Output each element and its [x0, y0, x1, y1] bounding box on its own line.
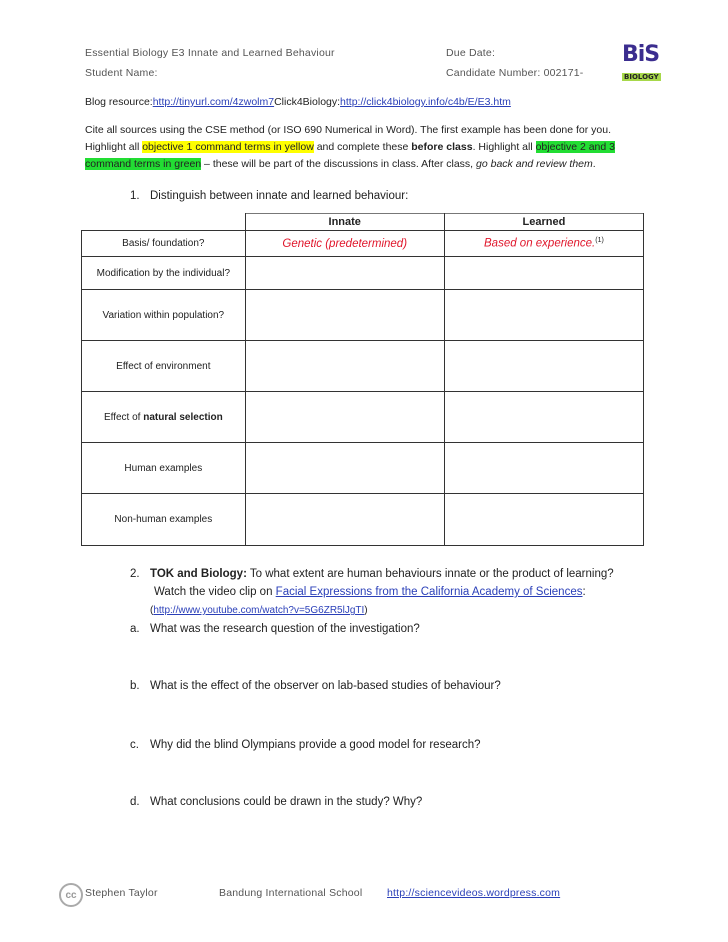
- highlight-instruction-1: [85, 141, 615, 153]
- table-row: [82, 290, 644, 341]
- learned-answer: Based on experience.: [484, 237, 596, 250]
- row-label: Variation within population?: [82, 290, 246, 341]
- blog-label: Blog resource:: [85, 96, 153, 108]
- instr-text-b: and complete these: [313, 141, 412, 153]
- innate-answer: Genetic (predetermined): [282, 237, 408, 250]
- row-label-pre: Effect of: [103, 411, 144, 423]
- creative-commons-icon: cc: [59, 883, 83, 907]
- learned-cell[interactable]: [444, 392, 643, 443]
- colon-text: :: [582, 586, 586, 598]
- innate-cell[interactable]: [245, 257, 444, 290]
- footer-school: Bandung International School: [219, 887, 363, 899]
- table-row: [82, 443, 644, 494]
- innate-header: Innate: [245, 214, 444, 231]
- review-text: go back and review them: [476, 158, 593, 170]
- behaviour-table: [81, 213, 644, 546]
- blog-resource-line: [85, 96, 511, 108]
- q2-question: To what extent are human behaviours innate or the product of learning?: [246, 568, 614, 580]
- youtube-line: [150, 605, 368, 616]
- paren-open: (: [150, 605, 154, 616]
- learned-cell[interactable]: [444, 257, 643, 290]
- q2-text: [150, 568, 614, 580]
- q2a-text: What was the research question of the investigation?: [150, 623, 420, 635]
- bis-biology-logo: [622, 44, 672, 82]
- q2-number: 2.: [130, 568, 140, 580]
- watch-line: [154, 586, 586, 598]
- innate-cell[interactable]: [245, 290, 444, 341]
- learned-cell[interactable]: [444, 341, 643, 392]
- logo-subtext: BIOLOGY: [624, 73, 659, 81]
- document-title: Essential Biology E3 Innate and Learned Behaviour: [85, 47, 335, 59]
- before-class-text: before class: [411, 141, 473, 153]
- instr-text-a: Highlight all: [85, 141, 143, 153]
- table-row: [82, 231, 644, 257]
- logo-text: BiS: [622, 42, 660, 67]
- learned-header: Learned: [444, 214, 643, 231]
- table-corner: [82, 214, 246, 231]
- row-label: Modification by the individual?: [82, 257, 246, 290]
- row-label: Effect of environment: [82, 341, 246, 392]
- row-label: Non-human examples: [82, 494, 246, 546]
- citation-ref: (1): [595, 237, 604, 245]
- row-label-bold: natural selection: [143, 411, 223, 423]
- tok-label: TOK and Biology:: [150, 568, 247, 580]
- q1-text: Distinguish between innate and learned behaviour:: [150, 190, 409, 202]
- instr-text-c: . Highlight all: [472, 141, 536, 153]
- cite-instruction: Cite all sources using the CSE method (or ISO 690 Numerical in Word). The first example has been done for you.: [85, 124, 612, 136]
- innate-cell[interactable]: [245, 231, 444, 257]
- q2d-text: What conclusions could be drawn in the study? Why?: [150, 796, 423, 808]
- instr-text-d: – these will be part of the discussions in class. After class,: [201, 158, 477, 170]
- innate-cell[interactable]: [245, 494, 444, 546]
- q2d-letter: d.: [130, 796, 140, 808]
- innate-cell[interactable]: [245, 443, 444, 494]
- learned-cell[interactable]: [444, 443, 643, 494]
- highlight-instruction-2: [85, 158, 596, 170]
- q2a-letter: a.: [130, 623, 140, 635]
- innate-cell[interactable]: [245, 341, 444, 392]
- green-highlight-1: objective 2 and 3: [535, 141, 615, 153]
- click4biology-link[interactable]: http://click4biology.info/c4b/E/E3.htm: [340, 96, 511, 108]
- row-label: Human examples: [82, 443, 246, 494]
- click4biology-label: Click4Biology:: [274, 96, 341, 108]
- learned-cell[interactable]: [444, 290, 643, 341]
- q1-number: 1.: [130, 190, 140, 202]
- paren-close: ): [364, 605, 368, 616]
- innate-cell[interactable]: [245, 392, 444, 443]
- footer-author: Stephen Taylor: [85, 887, 158, 899]
- green-highlight-2: command terms in green: [85, 158, 202, 170]
- q2b-text: What is the effect of the observer on lab-based studies of behaviour?: [150, 680, 501, 692]
- q2c-letter: c.: [130, 739, 139, 751]
- instr-text-e: .: [592, 158, 596, 170]
- table-row: [82, 341, 644, 392]
- learned-cell[interactable]: [444, 494, 643, 546]
- tinyurl-link[interactable]: http://tinyurl.com/4zwolm7: [152, 96, 275, 108]
- student-name-label: Student Name:: [85, 67, 158, 79]
- footer-url[interactable]: http://sciencevideos.wordpress.com: [387, 887, 561, 899]
- due-date-label: Due Date:: [446, 47, 496, 59]
- q2c-text: Why did the blind Olympians provide a good model for research?: [150, 739, 481, 751]
- candidate-number-label: Candidate Number: 002171-: [446, 67, 584, 79]
- row-label: [82, 392, 246, 443]
- row-label: Basis/ foundation?: [82, 231, 246, 257]
- video-link[interactable]: Facial Expressions from the California Academy of Sciences: [275, 586, 583, 598]
- youtube-link[interactable]: http://www.youtube.com/watch?v=5G6ZR5lJgTI: [153, 605, 365, 616]
- table-row: [82, 392, 644, 443]
- learned-cell[interactable]: [444, 231, 643, 257]
- yellow-highlight: objective 1 command terms in yellow: [142, 141, 314, 153]
- watch-text: Watch the video clip on: [154, 586, 276, 598]
- q2b-letter: b.: [130, 680, 140, 692]
- table-row: [82, 494, 644, 546]
- table-row: [82, 257, 644, 290]
